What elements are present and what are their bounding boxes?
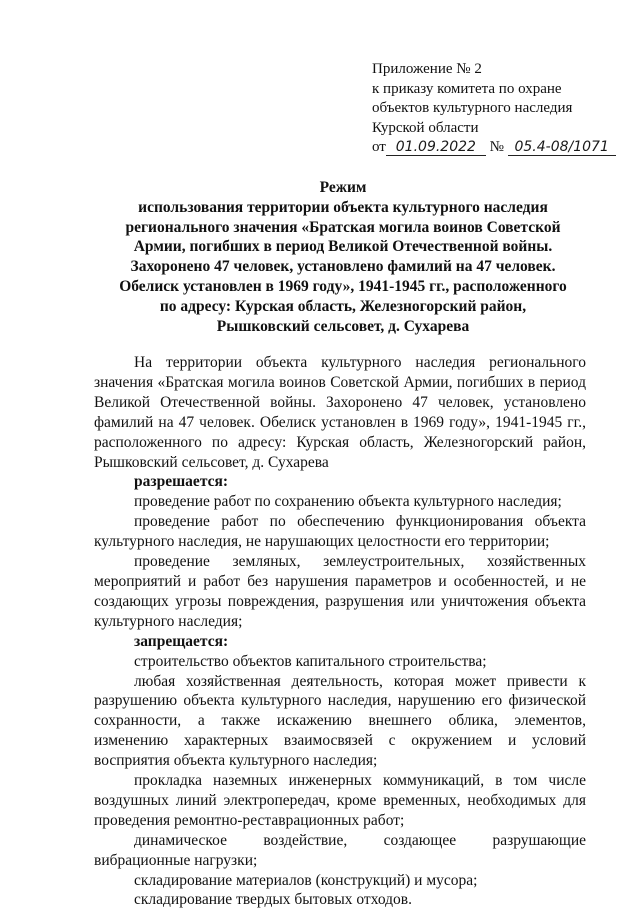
- intro-paragraph: На территории объекта культурного наследия регионального значения «Братская могила воинов Советской Армии, погибших в период Великой Отечественной войны. Захоронено 47 человек, установлено фамилий на 47 человек. Обелиск установлен в 1969 году», 1941-1945 гг., расположенного по адресу: Курская область, Железногорский район, Рышковский сельсовет, д. Сухарева: [94, 354, 586, 471]
- forbidden-item: складирование твердых бытовых отходов.: [134, 891, 412, 909]
- appendix-header: [372, 60, 632, 158]
- forbidden-item: складирование материалов (конструкций) и мусора;: [134, 871, 478, 889]
- title-heading: Режим: [319, 179, 367, 196]
- appendix-order-ref: к приказу комитета по охране: [372, 80, 562, 97]
- title-line: регионального значения «Братская могила воинов Советской: [125, 218, 561, 236]
- title-line: Рышковский сельсовет, д. Сухарева: [216, 317, 470, 335]
- title-line: по адресу: Курская область, Железногорский район,: [159, 297, 527, 315]
- allowed-item: проведение работ по сохранению объекта культурного наследия;: [134, 493, 562, 511]
- document-body: [94, 353, 586, 910]
- order-line: [372, 138, 632, 158]
- order-number-sign: №: [489, 139, 504, 155]
- order-number: 05.4-08/1071: [508, 139, 616, 156]
- allowed-label: разрешается:: [134, 473, 229, 491]
- allowed-item: проведение земляных, землеустроительных, хозяйственных мероприятий и работ без нарушения параметров и особенностей, и не создающих угрозы повреждения, разрушения или уничтожения объекта культурного наследия;: [94, 553, 586, 630]
- appendix-region: Курской области: [372, 119, 479, 136]
- allowed-item: проведение работ по обеспечению функционирования объекта культурного наследия, не нарушающих целостности его территории;: [94, 513, 586, 551]
- order-date: 01.09.2022: [386, 139, 486, 156]
- appendix-number: Приложение № 2: [372, 61, 482, 77]
- forbidden-item: динамическое воздействие, создающее разрушающие вибрационные нагрузки;: [94, 831, 586, 869]
- forbidden-label: запрещается:: [134, 632, 229, 650]
- forbidden-item: прокладка наземных инженерных коммуникаций, в том числе воздушных линий электропередач, кроме временных, необходимых для проведения ремонтно-реставрационных работ;: [94, 772, 586, 829]
- document-title: [100, 178, 586, 336]
- forbidden-item: строительство объектов капитального строительства;: [134, 652, 487, 670]
- title-line: Обелиск установлен в 1969 году», 1941-1945 гг., расположенного: [119, 277, 567, 295]
- title-line: Армии, погибших в период Великой Отечественной войны.: [133, 238, 553, 256]
- title-line: использования территории объекта культурного наследия: [138, 198, 548, 216]
- appendix-committee: объектов культурного наследия: [372, 100, 573, 116]
- forbidden-item: любая хозяйственная деятельность, которая может привести к разрушению объекта культурного наследия, нарушению его физической сохранности, а также искажению внешнего облика, элементов, изменению характерных взаимосвязей с окружением и условий восприятия объекта культурного наследия;: [94, 672, 586, 770]
- title-line: Захоронено 47 человек, установлено фамилий на 47 человек.: [130, 258, 556, 276]
- order-prefix: от: [372, 139, 386, 155]
